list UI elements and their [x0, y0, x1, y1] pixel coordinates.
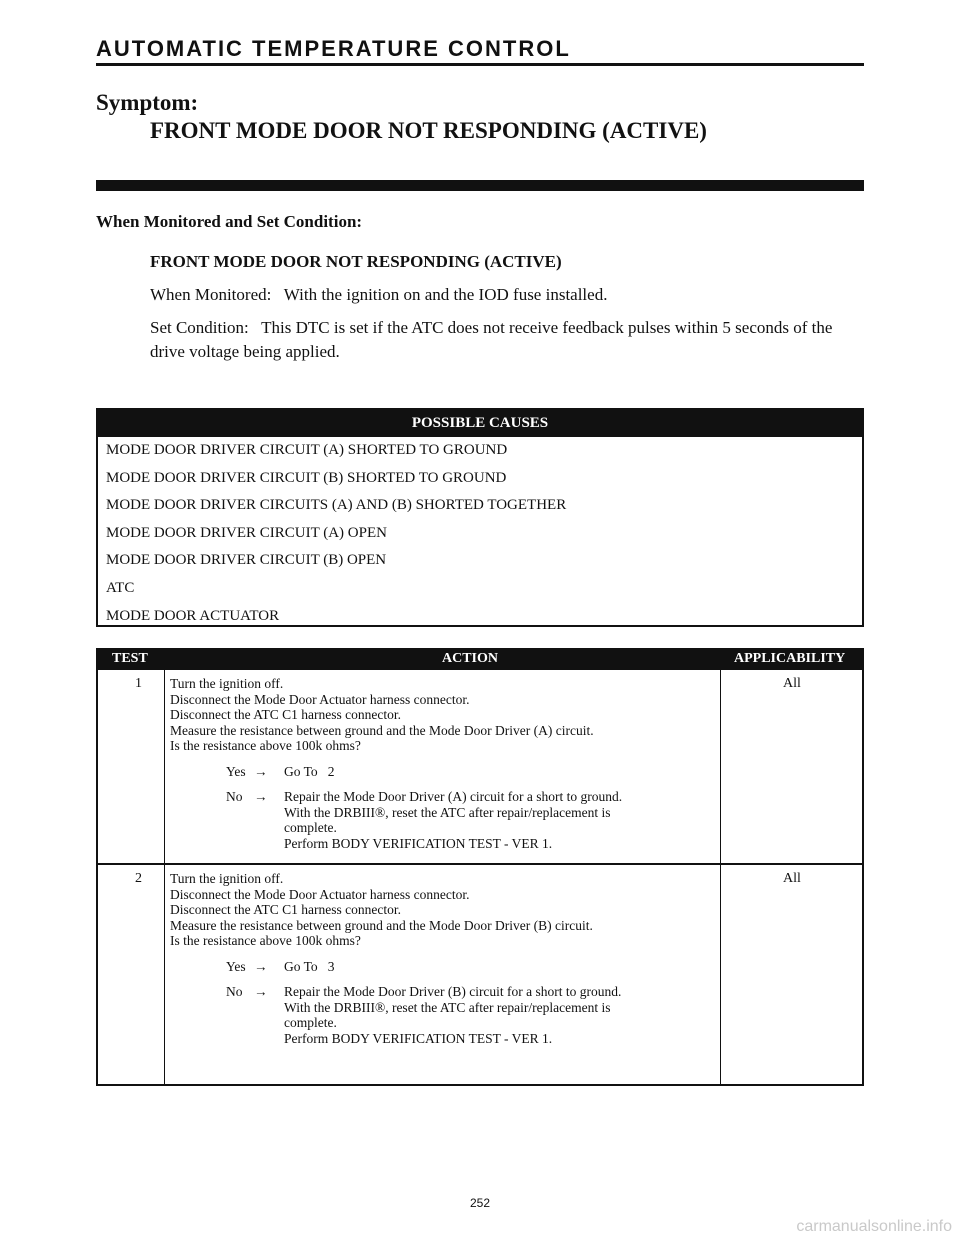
- action-step: Is the resistance above 100k ohms?: [170, 738, 361, 753]
- page-number: 252: [469, 1196, 491, 1210]
- yes-text: Go To 3: [284, 958, 335, 974]
- section-divider: [96, 180, 864, 191]
- test-table-header: [98, 648, 862, 670]
- no-text: Repair the Mode Door Driver (A) circuit for a short to ground.: [284, 789, 623, 804]
- no-sub-line: With the DRBIII®, reset the ATC after repair/replacement is: [284, 804, 611, 820]
- watermark[interactable]: carmanualsonline.info: [796, 1218, 952, 1235]
- action-step: Disconnect the ATC C1 harness connector.: [170, 707, 401, 722]
- action-step: Disconnect the Mode Door Actuator harness connector.: [170, 886, 470, 902]
- monitored-section-label: When Monitored and Set Condition:: [96, 212, 363, 231]
- yes-answer: [170, 764, 720, 780]
- symptom-title: FRONT MODE DOOR NOT RESPONDING (ACTIVE): [150, 118, 707, 143]
- applicability-cell: All: [783, 676, 801, 691]
- cause-item: MODE DOOR DRIVER CIRCUITS (A) AND (B) SHORTED TOGETHER: [106, 497, 567, 514]
- cause-item: MODE DOOR DRIVER CIRCUIT (A) SHORTED TO GROUND: [106, 442, 508, 458]
- cause-item: MODE DOOR DRIVER CIRCUIT (A) OPEN: [106, 524, 387, 541]
- test-number: 1: [135, 676, 142, 691]
- action-cell: [170, 676, 720, 851]
- header-applicability: APPLICABILITY: [734, 651, 846, 666]
- arrow-icon: →: [254, 984, 268, 999]
- test-action-table: [96, 648, 864, 1086]
- header-test: TEST: [112, 651, 148, 666]
- arrow-icon: →: [254, 958, 268, 974]
- possible-causes-table: [96, 408, 864, 627]
- yes-label: Yes: [226, 763, 246, 779]
- no-sub-line: Perform BODY VERIFICATION TEST - VER 1.: [284, 835, 553, 851]
- table-row: [98, 865, 862, 1082]
- action-step: Measure the resistance between ground and the Mode Door Driver (B) circuit.: [170, 917, 593, 933]
- action-cell: [170, 871, 720, 1046]
- cause-item: MODE DOOR DRIVER CIRCUIT (B) SHORTED TO GROUND: [106, 469, 507, 486]
- when-monitored-text: When Monitored: With the ignition on and the IOD fuse installed.: [150, 285, 608, 304]
- arrow-icon: →: [254, 763, 268, 779]
- yes-text: Go To 2: [284, 763, 335, 779]
- no-label: No: [226, 789, 243, 804]
- arrow-icon: →: [254, 789, 268, 804]
- heading-rule: [96, 63, 864, 66]
- no-text: Repair the Mode Door Driver (B) circuit for a short to ground.: [284, 984, 622, 999]
- no-sub-line: complete.: [284, 820, 337, 835]
- possible-causes-header: POSSIBLE CAUSES: [98, 410, 862, 437]
- header-action: ACTION: [442, 651, 499, 666]
- cause-item: MODE DOOR DRIVER CIRCUIT (B) OPEN: [106, 552, 387, 569]
- page-heading: AUTOMATIC TEMPERATURE CONTROL: [96, 36, 571, 61]
- action-step: Is the resistance above 100k ohms?: [170, 933, 361, 948]
- no-answer: [170, 789, 720, 805]
- condition-block: [150, 250, 866, 373]
- action-step: Measure the resistance between ground and the Mode Door Driver (A) circuit.: [170, 722, 594, 738]
- condition-title: FRONT MODE DOOR NOT RESPONDING (ACTIVE): [150, 252, 562, 271]
- action-step: Turn the ignition off.: [170, 871, 284, 886]
- no-label: No: [226, 984, 243, 999]
- cause-item: MODE DOOR ACTUATOR: [106, 607, 280, 624]
- test-number: 2: [135, 871, 142, 886]
- set-condition-text: Set Condition: This DTC is set if the ATC does not receive feedback pulses within 5 seconds of the drive voltage being applied.: [150, 318, 837, 361]
- table-row: [98, 670, 862, 865]
- no-sub-line: With the DRBIII®, reset the ATC after repair/replacement is: [284, 999, 611, 1015]
- no-answer: [170, 984, 720, 1000]
- cause-item: ATC: [106, 579, 135, 596]
- action-step: Turn the ignition off.: [170, 676, 284, 691]
- action-step: Disconnect the ATC C1 harness connector.: [170, 902, 401, 917]
- applicability-cell: All: [783, 871, 801, 886]
- yes-label: Yes: [226, 958, 246, 974]
- yes-answer: [170, 959, 720, 975]
- symptom-label: Symptom:: [96, 90, 199, 115]
- no-sub-line: complete.: [284, 1015, 337, 1030]
- no-sub-line: Perform BODY VERIFICATION TEST - VER 1.: [284, 1030, 553, 1046]
- action-step: Disconnect the Mode Door Actuator harness connector.: [170, 691, 470, 707]
